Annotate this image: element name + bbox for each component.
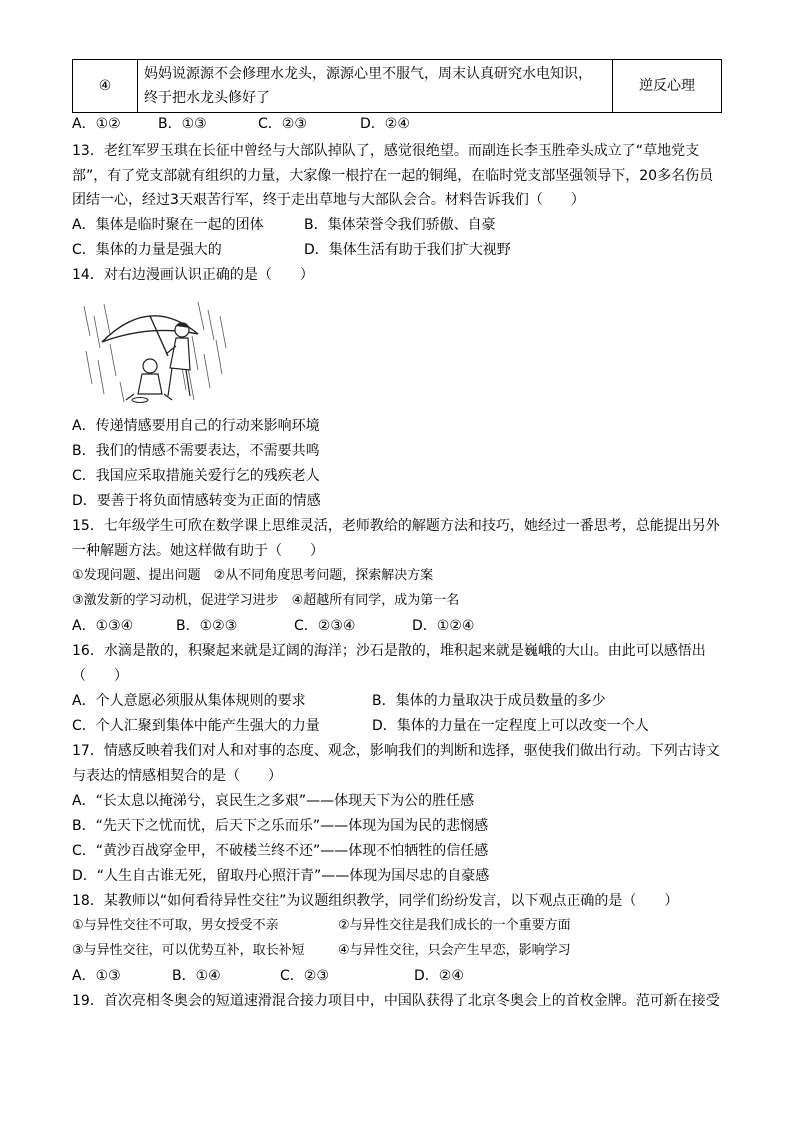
- option-d: D．②④: [414, 968, 464, 984]
- option-c: C．②③: [258, 116, 307, 132]
- option-c: C．②③④: [294, 618, 356, 634]
- question-13-line1: 13．老红军罗玉琪在长征中曾经与大部队掉队了，感觉很绝望。而副连长李玉胜牵头成立了“草地党支: [72, 143, 700, 159]
- statement-2: ②与异性交往是我们成长的一个重要方面: [338, 918, 571, 933]
- option-d: D．①②④: [412, 618, 475, 634]
- question-12-options: [72, 114, 410, 134]
- option-b: B．集体的力量取决于成员数量的多少: [372, 693, 606, 709]
- option-a: A．个人意愿必须服从集体规则的要求: [72, 693, 306, 709]
- option-c: C．集体的力量是强大的: [72, 242, 222, 258]
- table-cell-text-line1: 妈妈说源源不会修理水龙头，源源心里不服气，周末认真研究水电知识，: [144, 66, 592, 82]
- question-14-option-b: B．我们的情感不需要表达，不需要共鸣: [72, 443, 320, 459]
- statement-1: ①与异性交往不可取，男女授受不亲: [72, 918, 279, 933]
- question-15-options: [72, 616, 474, 636]
- question-16-options-cd: [72, 716, 649, 736]
- option-a: A．①②: [72, 116, 121, 132]
- option-b: B．①④: [172, 968, 221, 984]
- question-17-line2: 与表达的情感相契合的是（ ）: [72, 768, 282, 784]
- question-17-line1: 17．情感反映着我们对人和对事的态度、观念，影响我们的判断和选择，驱使我们做出行动。下列古诗文: [72, 743, 720, 759]
- table-cell-type: 逆反心理: [613, 60, 722, 113]
- question-17-option-b: B．“先天下之忧而忧，后天下之乐而乐”——体现为国为民的悲悯感: [72, 818, 489, 834]
- option-d: D．②④: [360, 116, 410, 132]
- statement-4: ④与异性交往，只会产生早恋，影响学习: [338, 943, 571, 958]
- option-d: D．集体生活有助于我们扩大视野: [304, 242, 511, 258]
- question-17-option-c: C．“黄沙百战穿金甲，不破楼兰终不还”——体现不怕牺牲的信任感: [72, 843, 489, 859]
- question-19-line1: 19．首次亮相冬奥会的短道速滑混合接力项目中，中国队获得了北京冬奥会上的首枚金牌。范可新在接受: [72, 993, 720, 1009]
- option-b: B．集体荣誉令我们骄傲、自豪: [304, 217, 496, 233]
- question-15-line2: 一种解题方法。她这样做有助于（ ）: [72, 543, 324, 559]
- option-a: A．①③④: [72, 618, 134, 634]
- question-15-line1: 15．七年级学生可欣在数学课上思维灵活，老师教给的解题方法和技巧，她经过一番思考，总能提出另外: [72, 518, 720, 534]
- question-18-stem: 18．某教师以“如何看待异性交往”为议题组织教学，同学们纷纷发言，以下观点正确的是（ ）: [72, 893, 679, 909]
- question-13-options-ab: [72, 215, 496, 235]
- question-18-statements-12: [72, 916, 571, 936]
- option-b: B．①③: [158, 116, 207, 132]
- statement-3: ③与异性交往，可以优势互补，取长补短: [72, 943, 305, 958]
- table-cell-text: [138, 60, 613, 113]
- option-c: C．②③: [280, 968, 329, 984]
- question-13-line2: 部”，有了党支部就有组织的力量，大家像一根拧在一起的铜绳，在临时党支部坚强领导下，20多名伤员: [72, 168, 714, 184]
- question-16-options-ab: [72, 691, 606, 711]
- option-b: B．①②③: [176, 618, 238, 634]
- question-16-line1: 16．水滴是散的，积聚起来就是辽阔的海洋；沙石是散的，堆积起来就是巍峨的大山。由此可以感悟出: [72, 643, 706, 659]
- question-18-statements-34: [72, 941, 571, 961]
- question-17-option-d: D．“人生自古谁无死，留取丹心照汗青”——体现为国尽忠的自豪感: [72, 868, 490, 884]
- table-cell-number: ④: [73, 60, 138, 113]
- question-15-statement-34: ③激发新的学习动机，促进学习进步 ④超越所有同学，成为第一名: [72, 593, 460, 608]
- table-row: [73, 60, 722, 113]
- question-17-option-a: A．“长太息以掩涕兮，哀民生之多艰”——体现天下为公的胜任感: [72, 793, 475, 809]
- question-13-options-cd: [72, 240, 511, 260]
- cartoon-image: [80, 296, 230, 404]
- option-d: D．集体的力量在一定程度上可以改变一个人: [372, 718, 649, 734]
- option-a: A．①③: [72, 968, 121, 984]
- question-14-option-a: A．传递情感要用自己的行动来影响环境: [72, 418, 320, 434]
- question-14-option-d: D．要善于将负面情感转变为正面的情感: [72, 493, 321, 509]
- option-c: C．个人汇聚到集体中能产生强大的力量: [72, 718, 320, 734]
- question-14-stem: 14．对右边漫画认识正确的是（ ）: [72, 267, 314, 283]
- table-cell-text-line2: 终于把水龙头修好了: [144, 90, 270, 106]
- question-18-options: [72, 966, 464, 986]
- question-16-line2: （ ）: [72, 668, 128, 684]
- question-12-table-fragment: [72, 59, 722, 113]
- question-14-option-c: C．我国应采取措施关爱行乞的残疾老人: [72, 468, 320, 484]
- option-a: A．集体是临时聚在一起的团体: [72, 217, 264, 233]
- question-13-line3: 团结一心，经过3天艰苦行军，终于走出草地与大部队会合。材料告诉我们（ ）: [72, 192, 585, 208]
- question-15-statement-12: ①发现问题、提出问题 ②从不同角度思考问题，探索解决方案: [72, 568, 434, 583]
